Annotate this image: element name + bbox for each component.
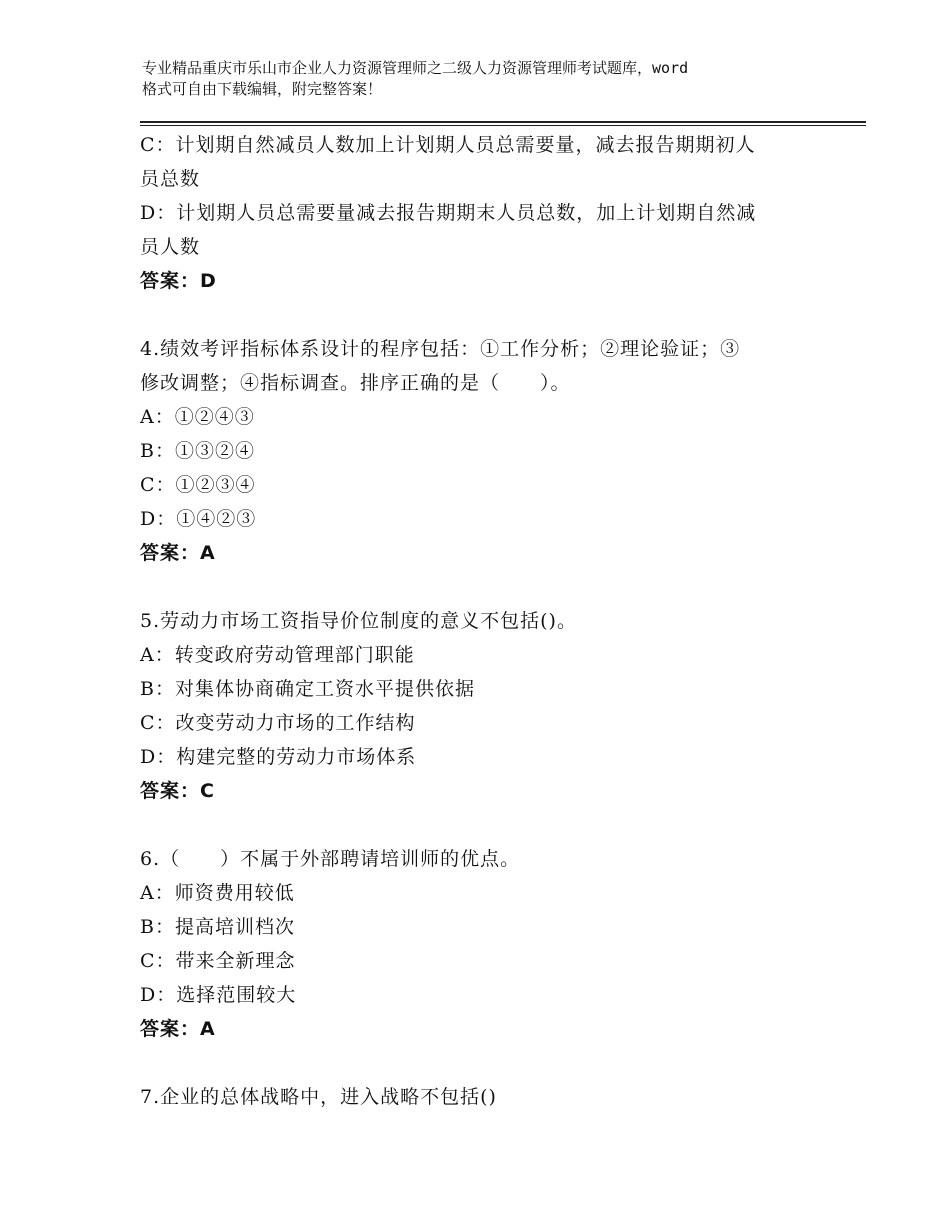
question-6-option-d: D：选择范围较大 (140, 984, 297, 1006)
question-7-stem: 7.企业的总体战略中，进入战略不包括() (140, 1086, 497, 1108)
header-divider-thick (140, 121, 866, 123)
option-c-line-1: C：计划期自然减员人数加上计划期人员总需要量，减去报告期期初人 (140, 134, 756, 156)
question-4-stem-line-2: 修改调整；④指标调查。排序正确的是（ ）。 (140, 372, 571, 394)
question-5-stem: 5.劳动力市场工资指导价位制度的意义不包括()。 (140, 610, 577, 632)
answer-5: 答案：C (140, 780, 215, 802)
answer-6: 答案：A (140, 1018, 216, 1040)
question-7 (140, 1080, 820, 1114)
question-5-option-a: A：转变政府劳动管理部门职能 (140, 644, 415, 666)
option-c-line-2: 员总数 (140, 168, 201, 190)
question-content (140, 128, 820, 1114)
question-4-option-a: A：①②④③ (140, 406, 255, 428)
option-d-line-1: D：计划期人员总需要量减去报告期期末人员总数，加上计划期自然减 (140, 202, 757, 224)
header-line-1: 专业精品重庆市乐山市企业人力资源管理师之二级人力资源管理师考试题库，word (142, 59, 689, 77)
header-divider-thin (140, 125, 866, 126)
question-4-option-b: B：①③②④ (140, 440, 255, 462)
question-4 (140, 332, 820, 570)
question-6-option-b: B：提高培训档次 (140, 916, 295, 938)
answer-3: 答案：D (140, 270, 217, 292)
question-6 (140, 842, 820, 1046)
question-4-option-d: D：①④②③ (140, 508, 257, 530)
spacer (140, 570, 820, 604)
question-5-option-b: B：对集体协商确定工资水平提供依据 (140, 678, 475, 700)
question-5-option-d: D：构建完整的劳动力市场体系 (140, 746, 417, 768)
question-5 (140, 604, 820, 808)
answer-4: 答案：A (140, 542, 216, 564)
spacer (140, 808, 820, 842)
question-6-option-a: A：师资费用较低 (140, 882, 295, 904)
spacer (140, 298, 820, 332)
document-header (142, 58, 842, 100)
question-4-stem-line-1: 4.绩效考评指标体系设计的程序包括：①工作分析；②理论验证；③ (140, 338, 741, 360)
question-5-option-c: C：改变劳动力市场的工作结构 (140, 712, 416, 734)
spacer (140, 1046, 820, 1080)
question-6-option-c: C：带来全新理念 (140, 950, 296, 972)
question-3-tail (140, 128, 820, 298)
option-d-line-2: 员人数 (140, 236, 201, 258)
question-6-stem: 6.（ ）不属于外部聘请培训师的优点。 (140, 848, 521, 870)
header-line-2: 格式可自由下载编辑，附完整答案！ (142, 80, 383, 98)
question-4-option-c: C：①②③④ (140, 474, 256, 496)
